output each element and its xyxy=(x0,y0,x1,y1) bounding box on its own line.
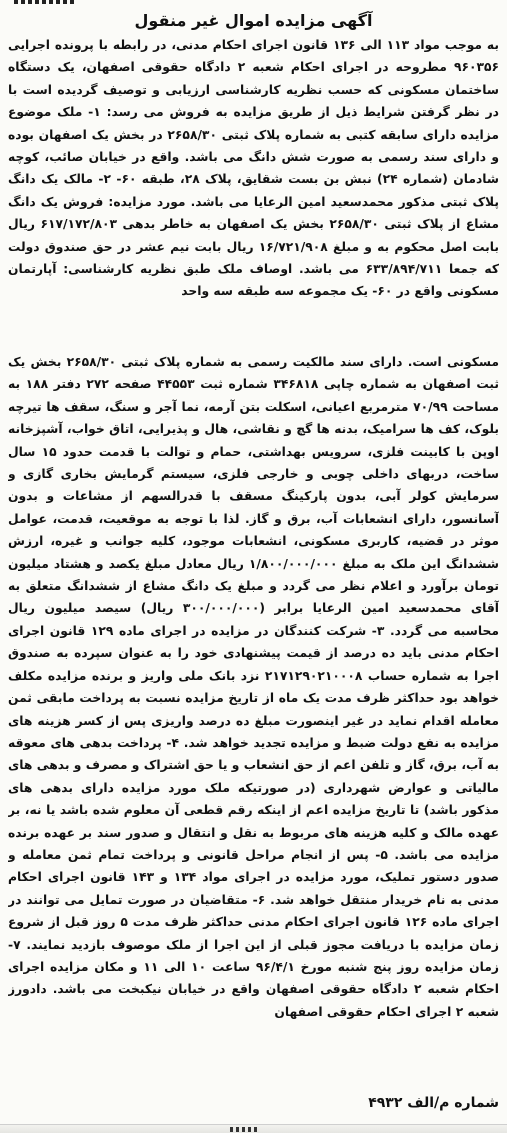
notice-title: آگهی مزایده اموال غیر منقول xyxy=(134,11,373,30)
notice-paragraph-1: به موجب مواد ۱۱۳ الی ۱۳۶ قانون اجرای احکام مدنی، در رابطه با پرونده اجرایی ۹۶۰۳۵۶ مطروحه در اجرای احکام شعبه ۲ دادگاه حقوقی اصفهان، یک دستگاه ساختمان مسکونی که حسب نظریه کارشناسی ارزیابی و توصیف گردیده است با در نظر گرفتن شرایط ذیل از طریق مزایده به فروش می رسد: ۱- ملک موضوع مزایده دارای سابقه کتبی به شماره پلاک ثبتی ۲۶۵۸/۳۰ در بخش یک اصفهان بوده و دارای سند رسمی به صورت شش دانگ می باشد. واقع در خیابان صائب، کوچه شادمان (شماره ۲۴) نبش بن بست شقایق، پلاک ۲۸، طبقه ۶۰- ۲- مالک یک دانگ پلاک ثبتی مذکور محمدسعید امین الرعایا می باشد. مورد مزایده: فروش یک دانگ مشاع از پلاک ثبتی ۲۶۵۸/۳۰ بخش یک اصفهان به خاطر بدهی ۶۱۷/۱۷۲/۸۰۳ ریال بابت اصل محکوم به و مبلغ ۱۶/۷۲۱/۹۰۸ ریال بابت نیم عشر در حق صندوق دولت که جمعا ۶۳۳/۸۹۴/۷۱۱ می باشد. اوصاف ملک طبق نظریه کارشناسی: آپارتمان مسکونی واقع در ۶۰- یک مجموعه سه طبقه سه واحد xyxy=(8,38,499,299)
cropped-footer-strip xyxy=(0,1124,507,1133)
notice-paragraph-2: مسکونی است. دارای سند مالکیت رسمی به شماره پلاک ثبتی ۲۶۵۸/۳۰ بخش یک ثبت اصفهان به شماره چاپی ۳۴۶۸۱۸ شماره ثبت ۴۴۵۵۳ صفحه ۲۷۲ دفتر ۱۸۸ به مساحت ۷۰/۹۹ مترمربع اعیانی، اسکلت بتن آرمه، نما آجر و سنگ، سقف ها تیرچه بلوک، کف ها سرامیک، بدنه ها گچ و نقاشی، هال و پذیرایی، اتاق خواب، آشپزخانه اوپن با کابینت فلزی، سرویس بهداشتی، حمام و توالت با قدمت حدود ۱۵ سال ساخت، دربهای داخلی چوبی و خارجی فلزی، سیستم گرمایش بخاری گازی و سرمایش کولر آبی، بدون پارکینگ مسقف با قدرالسهم از مشاعات و بدون آسانسور، دارای انشعابات آب، برق و گاز. لذا با توجه به موقعیت، قدمت، عوامل موثر در قضیه، کاربری مسکونی، انشعابات موجود، کلیه جوانب و غیره، ارزش ششدانگ این ملک به مبلغ ۱/۸۰۰/۰۰۰/۰۰۰ ریال معادل مبلغ یکصد و هشتاد میلیون تومان برآورد و اعلام نظر می گردد و مبلغ یک دانگ مشاع از ششدانگ متعلق به آقای محمدسعید امین الرعایا برابر (۳۰۰/۰۰۰/۰۰۰ ریال) سیصد میلیون ریال محاسبه می گردد. ۳- شرکت کنندگان در مزایده در اجرای ماده ۱۲۹ قانون اجرای احکام مدنی باید ده درصد از قیمت پیشنهادی خود را به عنوان سپرده به صندوق اجرا به شماره حساب ۲۱۷۱۲۹۰۲۱۰۰۰۸ نزد بانک ملی واریز و برنده مزایده مکلف خواهد بود حداکثر ظرف مدت یک ماه از تاریخ مزایده نسبت به پرداخت مابقی ثمن معامله اقدام نماید در غیر اینصورت مبلغ ده درصد واریزی پس از کسر هزینه های مزایده به نفع دولت ضبط و مزایده تجدید خواهد شد. ۴- پرداخت بدهی های معوقه به آب، برق، گاز و تلفن اعم از حق انشعاب و یا حق اشتراک و مصرف و بدهی های مالیاتی و عوارض شهرداری (در صورتیکه ملک مورد مزایده دارای بدهی های مذکور باشد) تا تاریخ مزایده اعم از اینکه رقم قطعی آن معلوم شده باشد یا نه، بر عهده مالک و کلیه هزینه های مربوط به نقل و انتقال و صدور سند بر عهده برنده مزایده می باشد. ۵- پس از انجام مراحل قانونی و پرداخت تمام ثمن معامله و صدور دستور تملیک، مورد مزایده در اجرای مواد ۱۳۴ و ۱۴۳ قانون اجرای احکام مدنی به نام خریدار منتقل خواهد شد. ۶- متقاضیان در صورت تمایل می توانند در اجرای ماده ۱۲۶ قانون اجرای احکام مدنی حداکثر ظرف مدت ۵ روز قبل از شروع زمان مزایده با دریافت مجوز قبلی از این اجرا از ملک موصوف بازدید نمایند. ۷- زمان مزایده روز پنج شنبه مورخ ۹۶/۴/۱ ساعت ۱۰ الی ۱۱ و مکان مزایده اجرای احکام شعبه ۲ دادگاه حقوقی اصفهان واقع در خیابان نیکبخت می باشد. دادورز شعبه ۲ اجرای احکام حقوقی اصفهان xyxy=(8,355,499,1019)
cropped-footer-fragment xyxy=(230,1127,260,1132)
cropped-header-strip xyxy=(0,0,507,5)
cropped-header-fragment xyxy=(14,0,74,4)
paragraph-gap xyxy=(8,329,499,351)
notice-reference-number: شماره م/الف ۴۹۳۲ xyxy=(368,1095,499,1111)
